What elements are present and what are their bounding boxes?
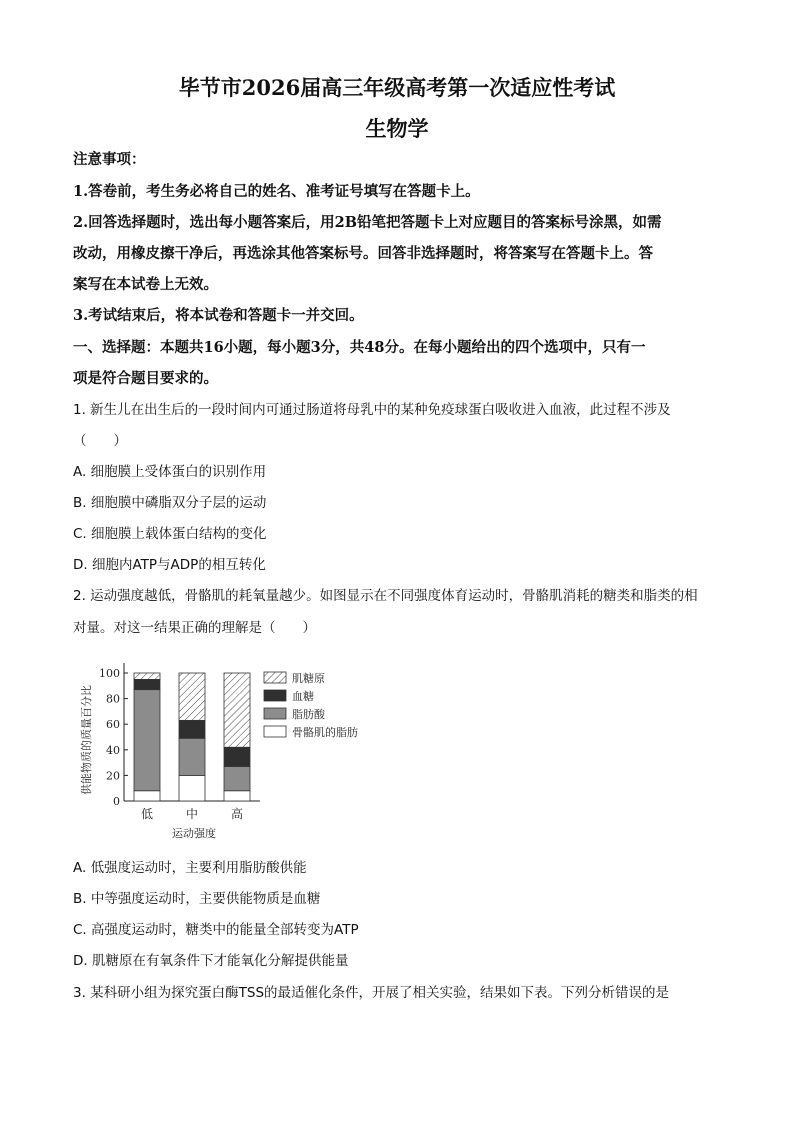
bar-segment: [179, 673, 205, 720]
notice-item-3: 3.考试结束后，将本试卷和答题卡一并交回。: [73, 307, 364, 324]
q1-stem-blank: （ ）: [73, 433, 127, 449]
q1-option-d: D. 细胞内ATP与ADP的相互转化: [73, 557, 266, 573]
section-heading-line-2: 项是符合题目要求的。: [73, 370, 218, 387]
q2-option-d: D. 肌糖原在有氧条件下才能氧化分解提供能量: [73, 953, 349, 969]
energy-source-chart: [80, 655, 390, 845]
bar-segment: [179, 720, 205, 738]
legend-label: 肌糖原: [292, 672, 325, 685]
exam-title: 毕节市2026届高三年级高考第一次适应性考试: [178, 75, 616, 100]
x-tick-label: 低: [140, 807, 154, 821]
y-tick-label: 80: [106, 692, 120, 706]
bar-segment: [134, 673, 160, 679]
q1-option-a: A. 细胞膜上受体蛋白的识别作用: [73, 464, 267, 480]
x-tick-label: 高: [230, 807, 244, 821]
notice-heading: 注意事项：: [73, 151, 146, 168]
bar-segment: [179, 775, 205, 801]
bar-segment: [224, 791, 250, 801]
bar-segment: [134, 679, 160, 689]
legend-label: 骨骼肌的脂肪: [292, 726, 358, 739]
legend-swatch: [264, 690, 286, 701]
q2-stem-line-2: 对量。对这一结果正确的理解是（ ）: [73, 620, 316, 636]
x-axis-label: 运动强度: [172, 827, 216, 840]
legend-label: 血糖: [292, 690, 314, 703]
legend-swatch: [264, 726, 286, 737]
q2-option-b: B. 中等强度运动时，主要供能物质是血糖: [73, 891, 321, 907]
y-tick-label: 40: [106, 743, 120, 757]
q2-option-a: A. 低强度运动时，主要利用脂肪酸供能: [73, 860, 307, 876]
bar-segment: [179, 738, 205, 775]
y-tick-label: 60: [106, 718, 120, 732]
bar-segment: [134, 791, 160, 801]
q1-option-b: B. 细胞膜中磷脂双分子层的运动: [73, 495, 267, 511]
legend-swatch: [264, 708, 286, 719]
q2-stem-line-1: 2. 运动强度越低，骨骼肌的耗氧量越少。如图显示在不同强度体育运动时，骨骼肌消耗的糖类和脂类的相: [73, 588, 698, 604]
bar-segment: [224, 747, 250, 766]
notice-item-1: 1.答卷前，考生务必将自己的姓名、准考证号填写在答题卡上。: [73, 183, 480, 200]
bar-segment: [224, 766, 250, 790]
notice-item-2-line-3: 案写在本试卷上无效。: [73, 276, 218, 293]
y-tick-label: 20: [106, 769, 120, 783]
section-heading-line-1: 一、选择题：本题共16小题，每小题3分，共48分。在每小题给出的四个选项中，只有一: [73, 339, 646, 356]
legend-label: 脂肪酸: [292, 708, 325, 721]
legend-swatch: [264, 672, 286, 683]
y-tick-label: 0: [113, 795, 120, 808]
q3-stem: 3. 某科研小组为探究蛋白酶TSS的最适催化条件，开展了相关实验，结果如下表。下列分析错误的是: [73, 985, 670, 1001]
y-axis-label: 供能物质的质量百分比: [80, 685, 93, 795]
x-tick-label: 中: [185, 807, 199, 821]
subject-title: 生物学: [365, 116, 429, 141]
y-tick-label: 100: [99, 667, 120, 680]
notice-item-2-line-1: 2.回答选择题时，选出每小题答案后，用2B铅笔把答题卡上对应题目的答案标号涂黑，如需: [73, 214, 662, 231]
q1-option-c: C. 细胞膜上载体蛋白结构的变化: [73, 526, 267, 542]
bar-segment: [134, 690, 160, 791]
q2-option-c: C. 高强度运动时，糖类中的能量全部转变为ATP: [73, 922, 359, 938]
bar-segment: [224, 673, 250, 747]
q1-stem: 1. 新生儿在出生后的一段时间内可通过肠道将母乳中的某种免疫球蛋白吸收进入血液，此过程不涉及: [73, 402, 671, 418]
notice-item-2-line-2: 改动，用橡皮擦干净后，再选涂其他答案标号。回答非选择题时，将答案写在答题卡上。答: [73, 245, 653, 262]
